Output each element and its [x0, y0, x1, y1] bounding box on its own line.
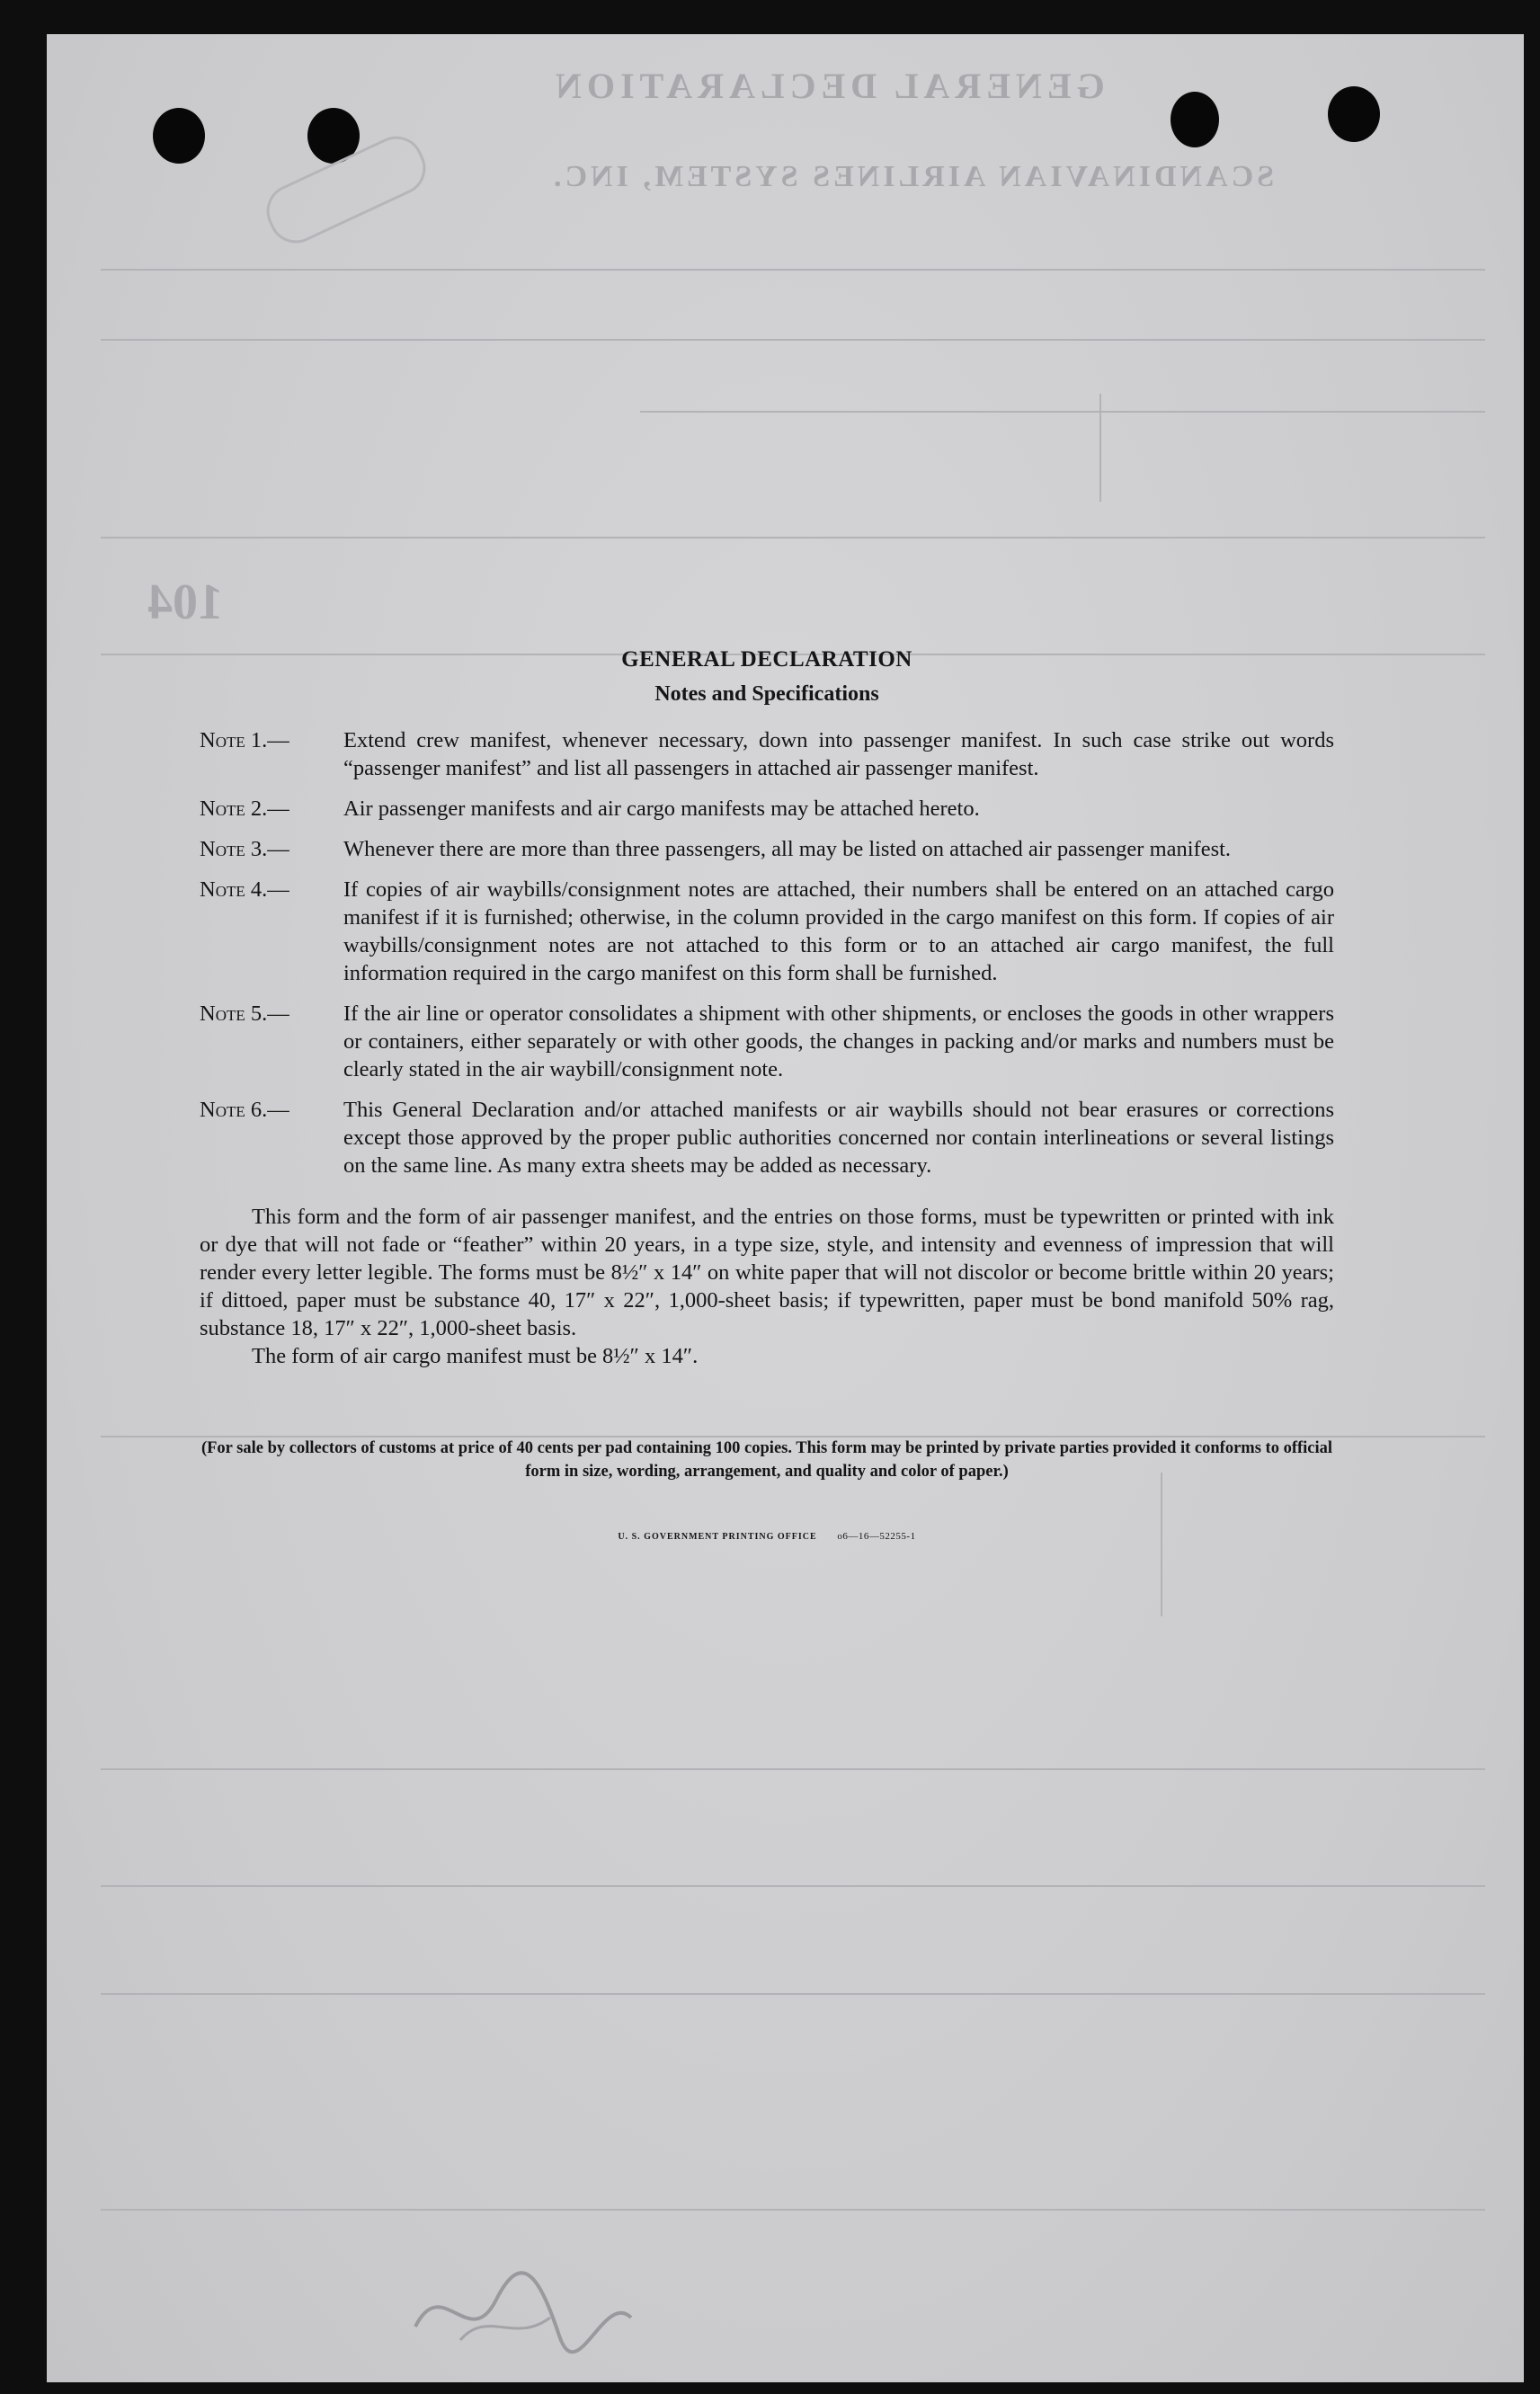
note-4	[200, 876, 1334, 987]
note-label: Note 1.—	[200, 728, 289, 752]
note-1	[200, 726, 1334, 782]
signature-scribble	[406, 2255, 640, 2363]
note-label: Note 5.—	[200, 1001, 289, 1026]
note-label: Note 4.—	[200, 877, 289, 902]
note-5	[200, 1000, 1334, 1083]
sale-notice: (For sale by collectors of customs at price of 40 cents per pad containing 100 copies. This form may be printed by private parties provided it conforms to official form in size, wording, arrangement, and quality and color of paper.)	[200, 1439, 1333, 1481]
note-6	[200, 1096, 1334, 1179]
form-requirements-paragraph: This form and the form of air passenger manifest, and the entries on those forms, must be typewritten or printed with ink or dye that will not fade or “feather” within 20 years, in a type size, style, and intensity and evenness of impression that will render every letter legible. The forms must be 8½″ x 14″ on white paper that will not discolor or become brittle within 20 years; if dittoed, paper must be substance 40, 17″ x 22″, 1,000-sheet basis; if typewritten, paper must be bond manifold 50% rag, substance 18, 17″ x 22″, 1,000-sheet basis.	[200, 1205, 1334, 1340]
note-text: This General Declaration and/or attached manifests or air waybills should not bear erasures or corrections except those approved by the proper public authorities concerned nor contain interlineations or several listings on the same line. As many extra sheets may be added as necessary.	[343, 1098, 1334, 1178]
show-through-title: GENERAL DECLARATION	[550, 66, 1105, 106]
note-3	[200, 835, 1334, 863]
notes-document	[200, 645, 1334, 1551]
cargo-manifest-size: The form of air cargo manifest must be 8½″ x 14″.	[252, 1344, 699, 1368]
note-label: Note 6.—	[200, 1098, 289, 1122]
show-through-number: 104	[147, 574, 223, 630]
printing-office-line	[200, 1523, 1334, 1551]
printing-office-name: U. S. GOVERNMENT PRINTING OFFICE	[618, 1532, 817, 1542]
note-text: If the air line or operator consolidates a shipment with other shipments, or encloses the goods in other wrappers or containers, either separately or with other goods, the changes in packing and/or marks and numbers must be clearly stated in the air waybill/consignment note.	[343, 1001, 1334, 1081]
note-text: Extend crew manifest, whenever necessary, down into passenger manifest. In such case strike out words “passenger manifest” and list all passengers in attached air passenger manifest.	[343, 728, 1334, 780]
note-2	[200, 795, 1334, 823]
printing-office-code: o6—16—52255-1	[837, 1531, 916, 1542]
show-through-airline: SCANDINAVIAN AIRLINES SYSTEM, INC.	[550, 160, 1275, 193]
page-subtitle: Notes and Specifications	[654, 682, 879, 706]
note-label: Note 2.—	[200, 797, 289, 821]
note-text: If copies of air waybills/consignment notes are attached, their numbers shall be entered on an attached cargo manifest if it is furnished; otherwise, in the column provided in the cargo manifest on this form. If copies of air waybills/consignment notes are not attached to this form or to an attached air cargo manifest, the full information required in the cargo manifest on this form shall be furnished.	[343, 877, 1334, 985]
note-text: Whenever there are more than three passengers, all may be listed on attached air passenger manifest.	[343, 837, 1232, 861]
page-title: GENERAL DECLARATION	[621, 647, 912, 672]
note-label: Note 3.—	[200, 837, 289, 861]
note-text: Air passenger manifests and air cargo manifests may be attached hereto.	[343, 797, 980, 821]
